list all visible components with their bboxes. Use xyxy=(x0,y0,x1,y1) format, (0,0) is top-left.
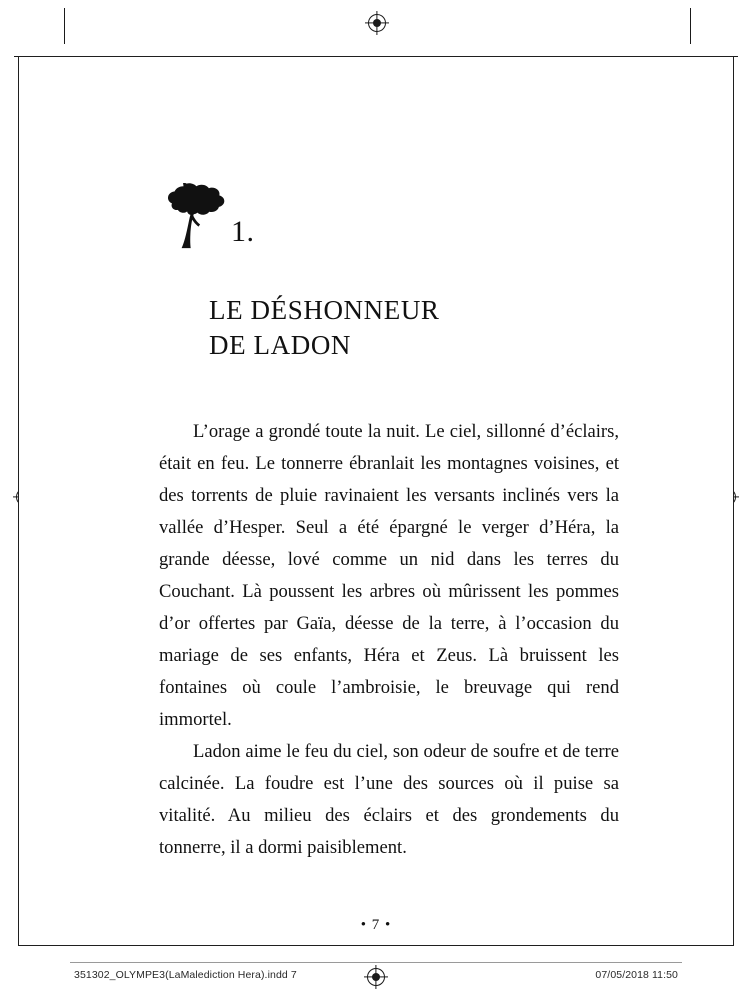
footer-divider xyxy=(70,962,682,963)
registration-dot xyxy=(372,973,380,981)
registration-mark-top xyxy=(368,14,386,32)
registration-mark-bottom xyxy=(367,968,385,986)
body-text xyxy=(159,416,619,864)
tree-icon xyxy=(167,183,225,249)
page-frame xyxy=(18,56,734,946)
chapter-title-line-1: LE DÉSHONNEUR xyxy=(209,295,440,325)
crop-mark-top-right xyxy=(690,8,691,44)
chapter-title xyxy=(209,293,619,362)
page-number-folio: • 7 • xyxy=(360,917,392,933)
print-slug-footer xyxy=(18,962,734,992)
paragraph: L’orage a grondé toute la nuit. Le ciel, sillonné d’éclairs, était en feu. Le tonnerre ébranlait les montagnes voisines, et des torrents de pluie ravinaient les versants inclinés vers la vallée d’Hesper. Seul a été épargné le verger d’Héra, la grande déesse, lové comme un nid dans les terres du Couchant. Là poussent les arbres où mûrissent les pommes d’or offertes par Gaïa, déesse de la terre, à l’occasion du mariage de ses enfants, Héra et Zeus. Là bruissent les fontaines où coule l’ambroisie, le breuvage qui rend immortel. xyxy=(159,421,619,730)
chapter-heading-block xyxy=(167,177,619,249)
chapter-number: 1. xyxy=(231,215,255,248)
crop-mark-top-left xyxy=(64,8,65,44)
page-content xyxy=(159,177,619,864)
chapter-title-line-2: DE LADON xyxy=(209,329,352,360)
paragraph: Ladon aime le feu du ciel, son odeur de soufre et de terre calcinée. La foudre est l’une des sources où il puise sa vitalité. Au milieu des éclairs et des grondements du tonnerre, il a dormi paisiblement. xyxy=(159,740,619,858)
footer-timestamp: 07/05/2018 11:50 xyxy=(595,969,678,981)
registration-dot xyxy=(373,19,381,27)
footer-file-name: 351302_OLYMPE3(LaMalediction Hera).indd 7 xyxy=(74,969,297,981)
